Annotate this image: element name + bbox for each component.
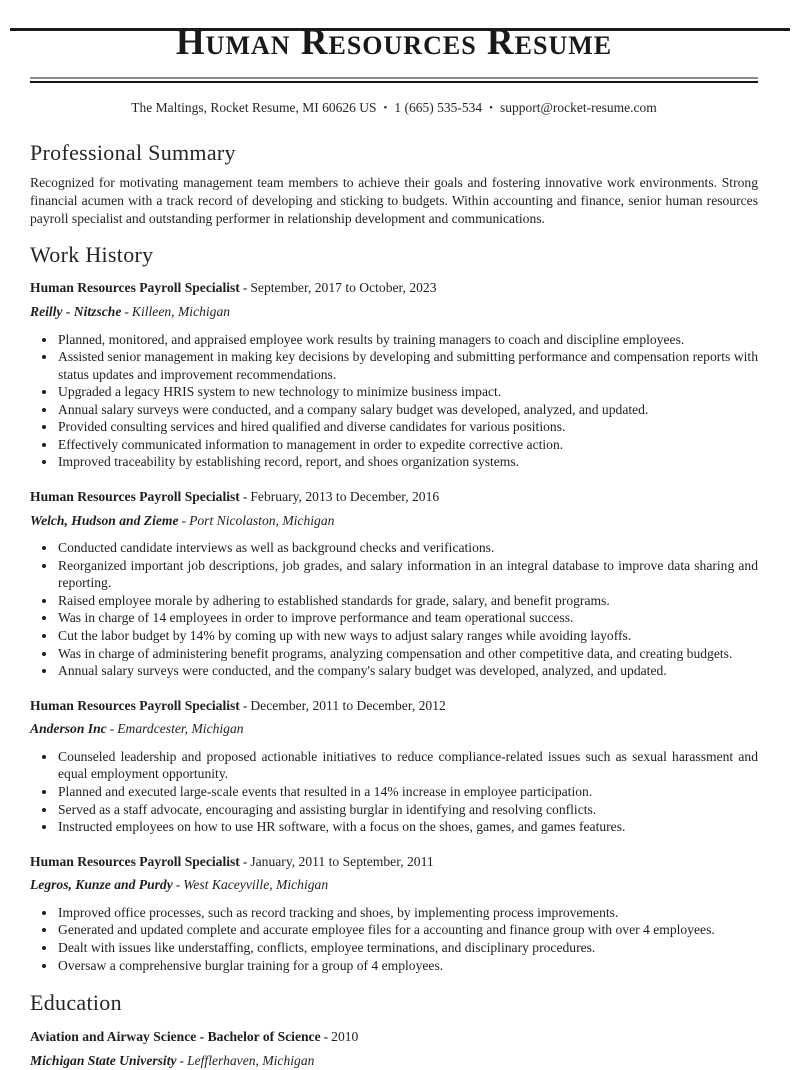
job-bullet: • Reorganized important job descriptions, job grades, and salary information in an integral database to improve data sharing and reporting.: [57, 557, 758, 592]
job-bullet: • Provided consulting services and hired qualified and diverse candidates for various positions.: [57, 418, 758, 436]
job-title: Human Resources Payroll Specialist: [30, 488, 240, 504]
section-heading-education: Education: [30, 990, 122, 1016]
education-year: 2010: [331, 1029, 359, 1045]
contact-phone: 1 (665) 535-534: [394, 99, 483, 115]
job-bullet: • Cut the labor budget by 14% by coming up with new ways to adjust salary ranges while avoiding layoffs.: [57, 627, 758, 645]
education-degree: Aviation and Airway Science - Bachelor of Science: [30, 1029, 321, 1045]
job-company-line: [30, 720, 758, 738]
job-title-dash: -: [242, 697, 248, 713]
job-title-line: [30, 853, 758, 871]
header-divider-thick-line: [30, 81, 758, 83]
job-title-dash: -: [242, 853, 248, 869]
job-bullet: • Was in charge of administering benefit programs, analyzing compensation and other competitive data, and creating budgets.: [57, 645, 758, 663]
job-entry: [30, 488, 758, 680]
job-company: Legros, Kunze and Purdy: [30, 877, 173, 893]
job-location: West Kaceyville, Michigan: [183, 877, 329, 893]
job-bullet: • Planned, monitored, and appraised employee work results by training managers to coach and discipline employees.: [57, 331, 758, 349]
job-bullet: • Was in charge of 14 employees in order to improve performance and team operational success.: [57, 609, 758, 627]
education-degree-dash: -: [323, 1029, 329, 1045]
top-rule: [10, 28, 790, 31]
job-list: [30, 279, 758, 974]
education-school-line: [30, 1052, 758, 1070]
job-location: Killeen, Michigan: [131, 304, 231, 320]
job-bullet: • Generated and updated complete and accurate employee files for a accounting and finance group with over 4 employees.: [57, 921, 758, 939]
job-title-dash: -: [242, 280, 248, 296]
education-school: Michigan State University: [30, 1053, 177, 1068]
header-divider: [30, 77, 758, 83]
job-bullet: • Effectively communicated information to management in order to expedite corrective action.: [57, 436, 758, 454]
summary-paragraph: Recognized for motivating management team members to achieve their goals and fostering innovative work environments. Strong financial acumen with a track record of developing and sticking to budgets. Within accounting and finance, senior human resources payroll specialist and outstanding performer in relationship development and communications.: [30, 174, 758, 226]
job-entry: [30, 697, 758, 836]
job-company: Welch, Hudson and Zieme: [30, 512, 179, 528]
job-location: Port Nicolaston, Michigan: [189, 512, 335, 528]
job-dates: February, 2013 to December, 2016: [250, 488, 440, 504]
education-location: Lefflerhaven, Michigan: [187, 1053, 315, 1068]
job-company-dash: -: [124, 304, 129, 320]
page-title: Human Resources Resume: [175, 22, 613, 63]
job-title: Human Resources Payroll Specialist: [30, 697, 240, 713]
section-heading-work-history: Work History: [30, 242, 154, 268]
job-bullet: • Oversaw a comprehensive burglar training for a group of 4 employees.: [57, 957, 758, 975]
contact-email: support@rocket-resume.com: [499, 99, 657, 115]
job-company-dash: -: [175, 877, 181, 893]
job-bullet: • Conducted candidate interviews as well as background checks and verifications.: [57, 539, 758, 557]
job-dates: January, 2011 to September, 2011: [250, 853, 434, 869]
job-company-line: [30, 303, 758, 321]
job-company-dash: -: [181, 512, 187, 528]
header-divider-thin-line: [30, 77, 758, 79]
job-entry: [30, 279, 758, 471]
job-company-line: [30, 876, 758, 894]
section-heading-professional-summary: Professional Summary: [30, 139, 236, 165]
job-bullet: • Counseled leadership and proposed actionable initiatives to reduce compliance-related issues such as sexual harassment and equal employment opportunity.: [57, 748, 758, 783]
job-bullet: • Upgraded a legacy HRIS system to new technology to minimize business impact.: [57, 383, 758, 401]
job-bullet: • Planned and executed large-scale events that resulted in a 14% increase in employee participation.: [57, 783, 758, 801]
job-title-line: [30, 488, 758, 506]
job-entry: [30, 853, 758, 974]
job-bullets: [30, 539, 758, 679]
job-company-line: [30, 512, 758, 530]
job-bullet: • Annual salary surveys were conducted, and a company salary budget was developed, analyzed, and updated.: [57, 401, 758, 419]
job-title-dash: -: [242, 488, 248, 504]
job-company: Anderson Inc: [30, 721, 107, 737]
contact-address: The Maltings, Rocket Resume, MI 60626 US: [131, 99, 377, 115]
job-location: Emardcester, Michigan: [117, 721, 244, 737]
job-bullet: • Instructed employees on how to use HR software, with a focus on the shoes, games, and games features.: [57, 818, 758, 836]
job-bullet: • Improved office processes, such as record tracking and shoes, by implementing process improvements.: [57, 904, 758, 922]
job-title: Human Resources Payroll Specialist: [30, 280, 240, 296]
resume-page: [0, 22, 800, 1068]
job-dates: December, 2011 to December, 2012: [250, 697, 446, 713]
job-company: Reilly - Nitzsche: [30, 304, 122, 320]
job-dates: September, 2017 to October, 2023: [250, 280, 437, 296]
education-entry: [30, 1028, 758, 1069]
job-bullet: • Assisted senior management in making key decisions by developing and submitting performance and compensation reports with status updates and improvement recommendations.: [57, 348, 758, 383]
contact-separator-dot: •: [383, 101, 388, 114]
job-bullet: • Dealt with issues like understaffing, conflicts, employee terminations, and disciplinary procedures.: [57, 939, 758, 957]
contact-separator-dot: •: [489, 101, 493, 114]
job-title: Human Resources Payroll Specialist: [30, 853, 240, 869]
job-bullets: [30, 904, 758, 974]
job-bullet: • Improved traceability by establishing record, report, and shoes organization systems.: [57, 453, 758, 471]
education-degree-line: [30, 1028, 758, 1046]
job-bullet: • Annual salary surveys were conducted, and the company's salary budget was developed, analyzed, and updated.: [57, 662, 758, 680]
job-company-dash: -: [109, 721, 115, 737]
education-school-dash: -: [179, 1053, 185, 1068]
job-title-line: [30, 279, 758, 297]
job-bullets: [30, 331, 758, 471]
job-bullet: • Raised employee morale by adhering to established standards for grade, salary, and benefit programs.: [57, 592, 758, 610]
job-bullets: [30, 748, 758, 836]
contact-line: [30, 100, 758, 116]
job-title-line: [30, 697, 758, 715]
job-bullet: • Served as a staff advocate, encouraging and assisting burglar in identifying and resolving conflicts.: [57, 801, 758, 819]
